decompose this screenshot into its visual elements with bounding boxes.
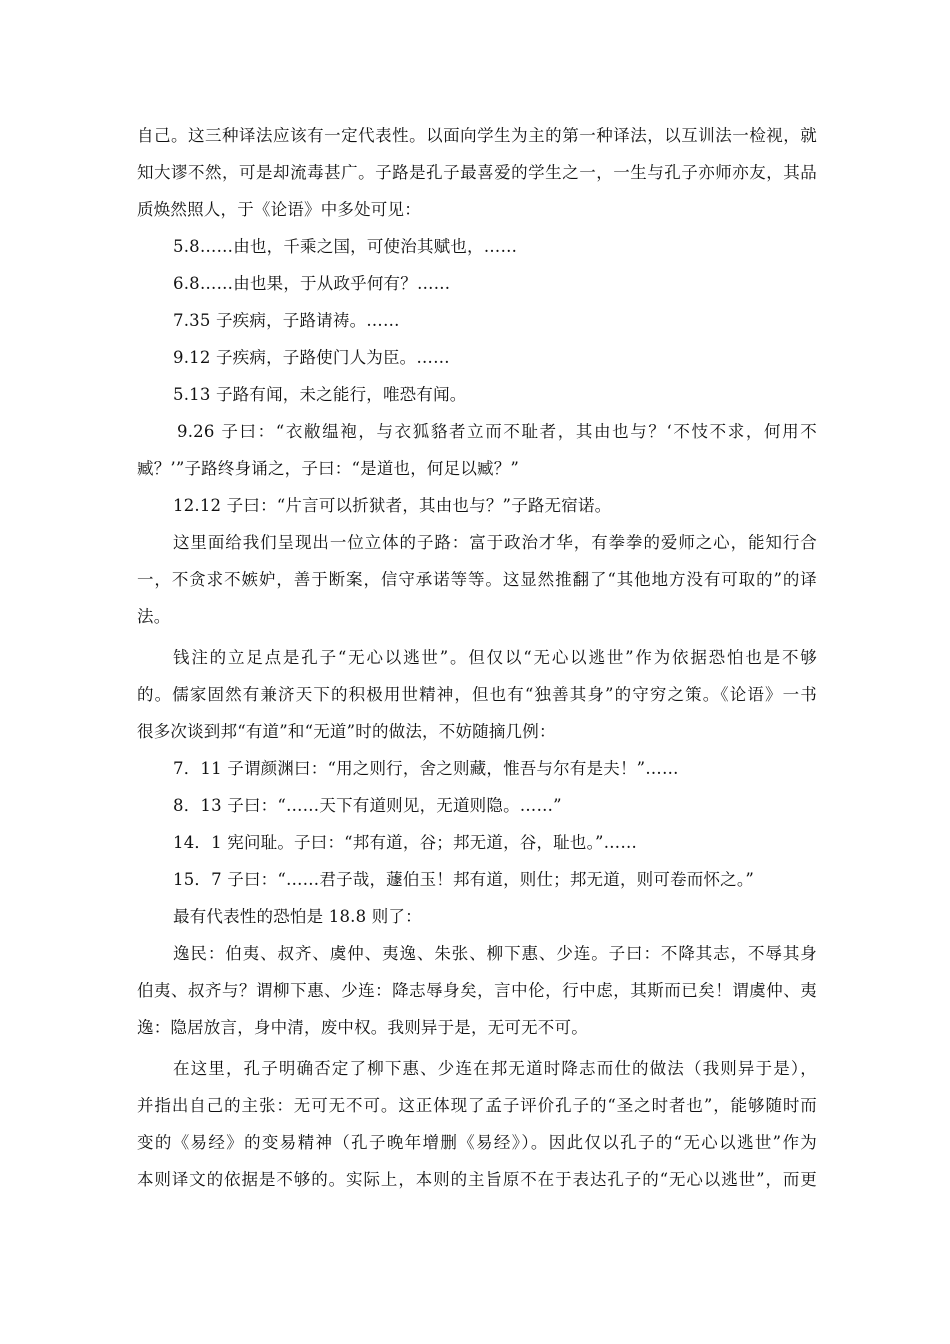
text-line: 这里面给我们呈现出一位立体的子路：富于政治才华，有拳拳的爱师之心，能知行合 [173,533,817,552]
quote-line: 12.12 子曰：“片言可以折狱者，其由也与？”子路无宿诺。 [173,496,612,515]
text-line: 最有代表性的恐怕是 18.8 则了： [173,907,422,926]
text-line: 很多次谈到邦“有道”和“无道”时的做法，不妨随摘几例： [137,722,556,741]
text-line: 并指出自己的主张：无可无不可。这正体现了孟子评价孔子的“圣之时者也”，能够随时而 [137,1096,817,1115]
quote-line: 8．13 子曰：“……天下有道则见，无道则隐。……” [173,796,562,815]
quote-line: 逸：隐居放言，身中清，废中权。我则异于是，无可无不可。 [137,1018,588,1037]
text-line: 自己。这三种译法应该有一定代表性。以面向学生为主的第一种译法，以互训法一检视，就 [137,126,817,145]
text-line: 法。 [137,607,171,626]
text-line: 变的《易经》的变易精神（孔子晚年增删《易经》）。因此仅以孔子的“无心以逃世”作为 [137,1133,817,1152]
quote-line: 9.26 子曰：“衣敝缊袍，与衣狐貉者立而不耻者，其由也与？‘不忮不求，何用不 [177,422,817,441]
quote-line: 9.12 子疾病，子路使门人为臣。…… [173,348,450,367]
text-line: 一，不贪求不嫉妒，善于断案，信守承诺等等。这显然推翻了“其他地方没有可取的”的译 [137,570,817,589]
text-line: 钱注的立足点是孔子“无心以逃世”。但仅以“无心以逃世”作为依据恐怕也是不够 [173,648,817,667]
text-line: 在这里，孔子明确否定了柳下惠、少连在邦无道时降志而仕的做法（我则异于是）， [173,1059,817,1078]
quote-line: 5.13 子路有闻，未之能行，唯恐有闻。 [173,385,467,404]
quote-line: 6.8……由也果，于从政乎何有？…… [173,274,451,293]
quote-line: 7．11 子谓颜渊曰：“用之则行，舍之则藏，惟吾与尔有是夫！”…… [173,759,679,778]
quote-line: 14．1 宪问耻。子曰：“邦有道，谷；邦无道，谷，耻也。”…… [173,833,638,852]
quote-line: 臧？’”子路终身诵之，子曰：“是道也，何足以臧？” [137,459,520,478]
quote-line: 15．7 子曰：“……君子哉，蘧伯玉！邦有道，则仕；邦无道，则可卷而怀之。” [173,870,754,889]
text-line: 知大谬不然，可是却流毒甚广。子路是孔子最喜爱的学生之一，一生与孔子亦师亦友，其品 [137,163,817,182]
text-line: 的。儒家固然有兼济天下的积极用世精神，但也有“独善其身”的守穷之策。《论语》一书 [137,685,817,704]
quote-line: 逸民：伯夷、叔齐、虞仲、夷逸、朱张、柳下惠、少连。子曰：不降其志，不辱其身 [173,944,817,963]
text-line: 质焕然照人，于《论语》中多处可见： [137,200,421,219]
text-line: 本则译文的依据是不够的。实际上，本则的主旨原不在于表达孔子的“无心以逃世”，而更 [137,1170,817,1189]
quote-line: 7.35 子疾病，子路请祷。…… [173,311,400,330]
quote-line: 伯夷、叔齐与？谓柳下惠、少连：降志辱身矣，言中伦，行中虑，其斯而已矣！谓虞仲、夷 [137,981,817,1000]
quote-line: 5.8……由也，千乘之国，可使治其赋也，…… [173,237,518,256]
